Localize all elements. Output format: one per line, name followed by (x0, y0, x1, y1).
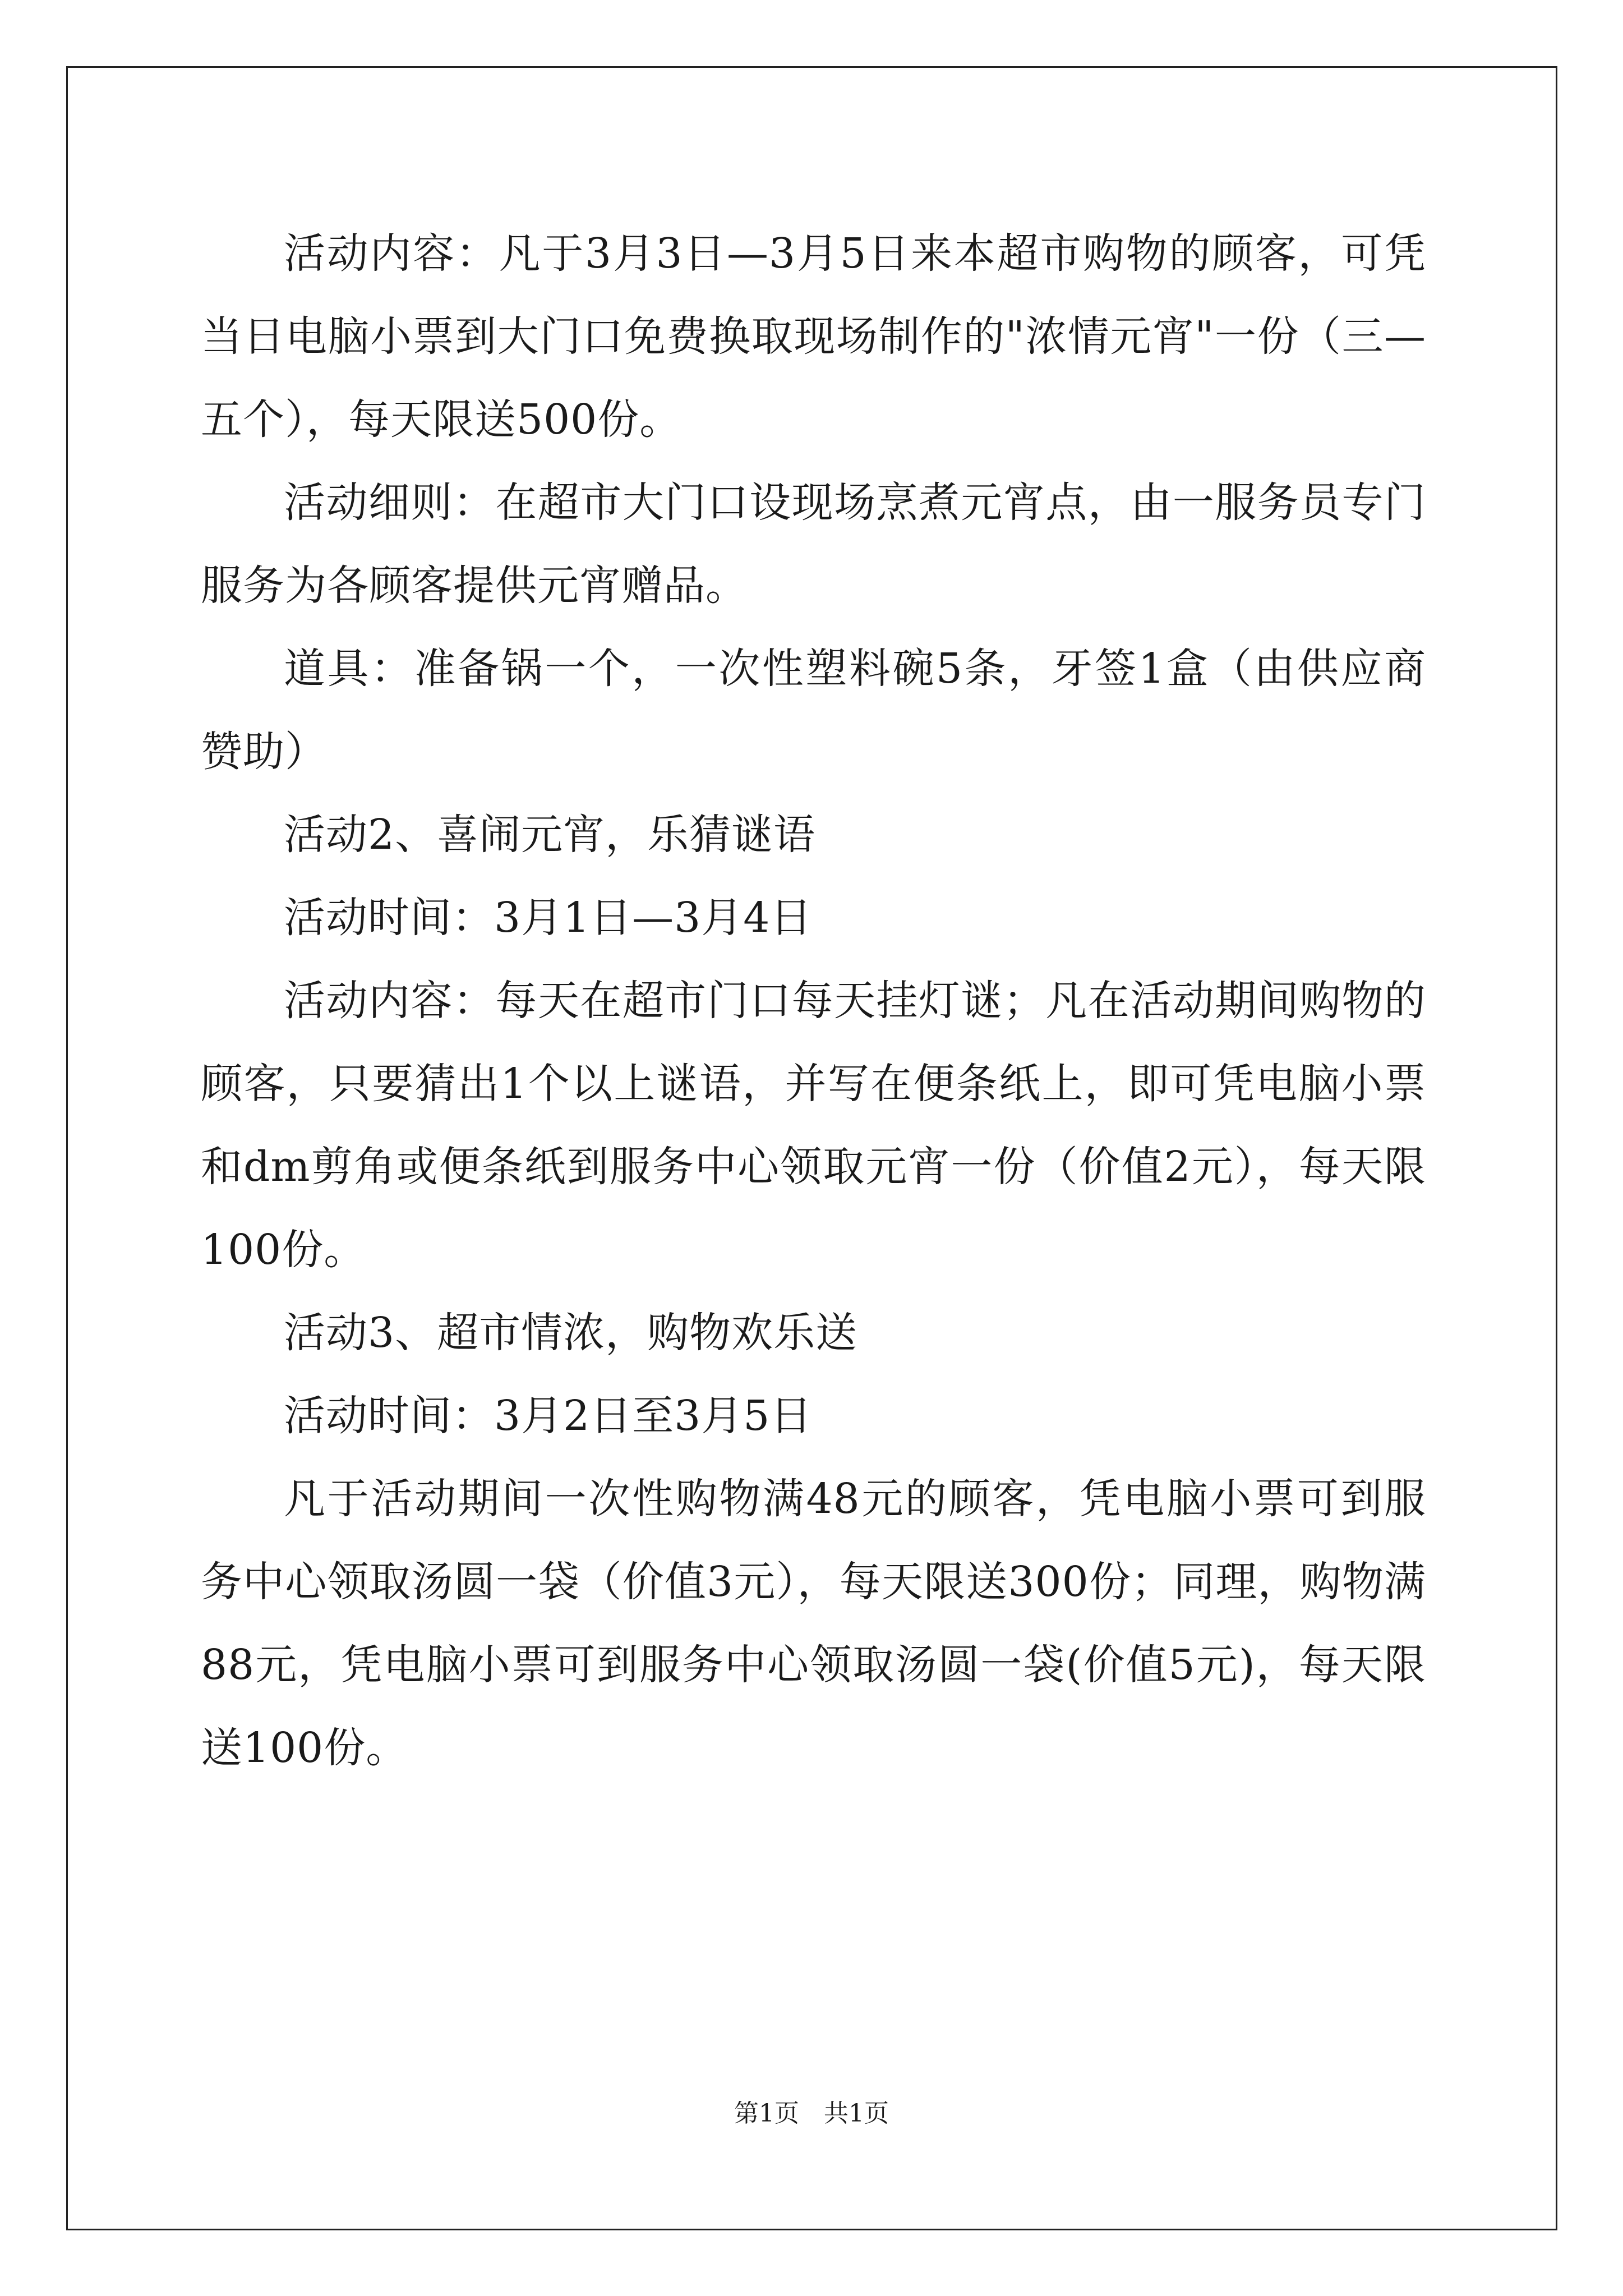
heading-activity3: 活动3、超市情浓，购物欢乐送 (284, 1309, 858, 1357)
heading-activity2: 活动2、喜闹元宵，乐猜谜语 (284, 811, 816, 859)
paragraph-activity1-details: 活动细则：在超市大门口设现场烹煮元宵点，由一服务员专门服务为各顾客提供元宵赠品。 (201, 478, 1426, 610)
paragraph-activity2-content: 活动内容：每天在超市门口每天挂灯谜；凡在活动期间购物的顾客，只要猜出1个以上谜语，并写在便条纸上，即可凭电脑小票和dm剪角或便条纸到服务中心领取元宵一份（价值2元），每天限100份。 (201, 977, 1426, 1274)
page-number-footer: 第1页 共1页 (734, 2099, 889, 2128)
paragraph-activity1-props: 道具：准备锅一个，一次性塑料碗5条，牙签1盒（由供应商赞助） (201, 645, 1426, 776)
paragraph-activity2-time: 活动时间：3月1日—3月4日 (284, 894, 813, 942)
paragraph-activity1-content: 活动内容：凡于3月3日—3月5日来本超市购物的顾客，可凭当日电脑小票到大门口免费换取现场制作的"浓情元宵"一份（三—五个），每天限送500份。 (201, 229, 1426, 444)
paragraph-activity3-content: 凡于活动期间一次性购物满48元的顾客，凭电脑小票可到服务中心领取汤圆一袋（价值3元），每天限送300份；同理，购物满88元，凭电脑小票可到服务中心领取汤圆一袋(价值5元)，每天限送100份。 (201, 1475, 1426, 1772)
document-body (201, 212, 1426, 1789)
paragraph-activity3-time: 活动时间：3月2日至3月5日 (284, 1392, 813, 1440)
